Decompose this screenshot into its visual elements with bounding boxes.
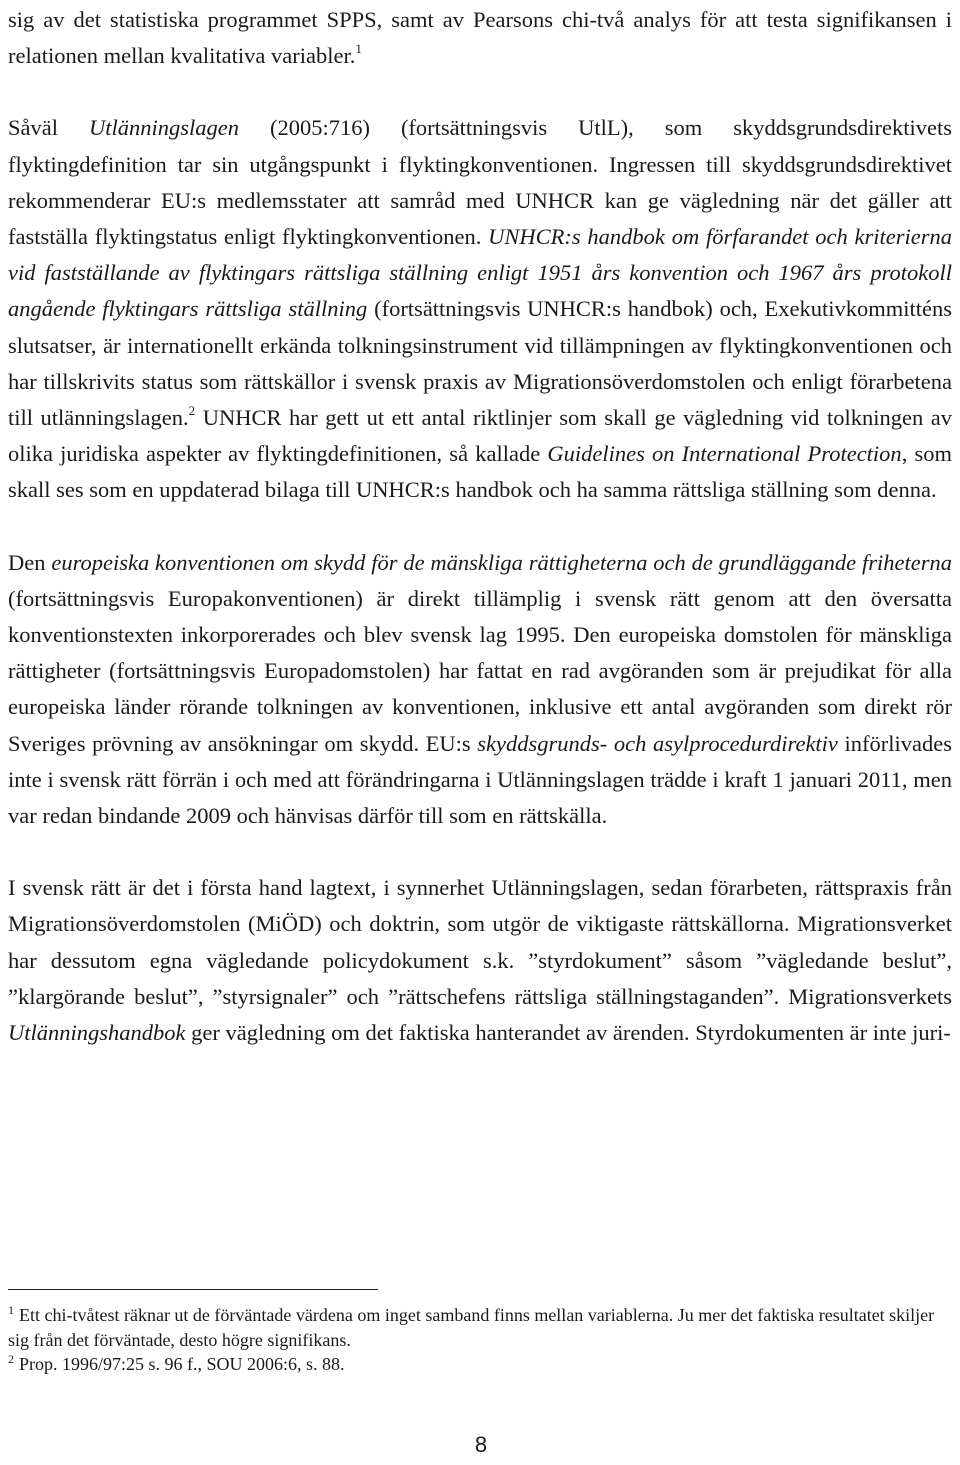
footnote-2-mark: 2 (8, 1352, 14, 1366)
paragraph-1 (8, 2, 952, 74)
paragraph-2-italic-1: Utlänningslagen (88, 115, 239, 141)
paragraph-2-text-3: (fortsättningsvis UNHCR:s handbok) och, Exekutivkommitténs slutsatser, är internationellt erkända tolkningsinstrument vid tillämpningen av flyktingkonventionen och har tillskrivits status som rättskällor i svensk praxis av Migrationsöverdomstolen och enligt förarbetena till utlänningslagen. (8, 296, 952, 431)
footnote-1-mark: 1 (8, 1303, 14, 1317)
paragraph-2-text-5: , som skall ses som en uppdaterad bilaga till UNHCR:s handbok och ha samma rättsliga ställning som denna. (8, 441, 952, 503)
paragraph-gap (8, 74, 952, 110)
paragraph-2-italic-2: UNHCR:s handbok om förfarandet och kriterierna vid fastställande av flyktingars rättsliga ställning enligt 1951 års konvention och 1967 års protokoll angående flyktingars rättsliga ställning (8, 224, 952, 322)
footnote-1-text: Ett chi-tvåtest räknar ut de förväntade värdena om inget samband finns mellan variablerna. Ju mer det faktiska resultatet skiljer sig från det förväntade, desto högre signifikans. (8, 1305, 935, 1350)
paragraph-3-italic-1: europeiska konventionen om skydd för de mänskliga rättigheterna och de grundläggande friheterna (51, 549, 952, 575)
paragraph-1-text: sig av det statistiska programmet SPPS, samt av Pearsons chi-två analys för att testa signifikansen i relationen mellan kvalitativa variabler. (8, 7, 952, 69)
paragraph-gap (8, 834, 952, 870)
document-body (8, 2, 952, 1051)
paragraph-3-text-1: Den (8, 549, 52, 575)
paragraph-2 (8, 110, 952, 508)
paragraph-2-text-1: Såväl (8, 115, 89, 141)
paragraph-4 (8, 870, 952, 1051)
footnote-ref-1: 1 (355, 40, 362, 56)
paragraph-2-italic-3: Guidelines on International Protection (547, 441, 902, 467)
footnotes (8, 1303, 952, 1377)
paragraph-3-text-3: införlivades inte i svensk rätt förrän i och med att förändringarna i Utlänningslagen trädde i kraft 1 januari 2011, men var redan bindande 2009 och hänvisas därför till som en rättskälla. (8, 730, 953, 829)
paragraph-2-text-4: UNHCR har gett ut ett antal riktlinjer som skall ge vägledning vid tolkningen av olika juridiska aspekter av flyktingdefinitionen, så kallade (8, 405, 952, 467)
footnote-divider (8, 1289, 378, 1290)
paragraph-4-italic-1: Utlänningshandbok (8, 1020, 186, 1046)
footnote-ref-2: 2 (188, 402, 196, 418)
page-number: 8 (474, 1432, 488, 1457)
paragraph-2-text-2: (2005:716) (fortsättningsvis UtlL), som skyddsgrundsdirektivets flyktingdefinition tar sin utgångspunkt i flyktingkonventionen. Ingressen till skyddsgrundsdirektivet rekommenderar EU:s medlemsstater att samråd med UNHCR kan ge vägledning när det gäller att fastställa flyktingstatus enligt flyktingkonventionen. (8, 115, 952, 250)
footnote-2 (8, 1352, 952, 1377)
paragraph-gap (8, 509, 952, 545)
paragraph-4-text-1: I svensk rätt är det i första hand lagtext, i synnerhet Utlänningslagen, sedan förarbeten, rättspraxis från Migrationsöverdomstolen (MiÖD) och doktrin, som utgör de viktigaste rättskällorna. Migrationsverket har dessutom egna vägledande policydokument s.k. ”styrdokument” såsom ”vägledande beslut”, ”klargörande beslut”, ”styrsignaler” och ”rättschefens rättsliga ställningstaganden”. Migrationsverkets (8, 875, 952, 1009)
paragraph-3 (8, 545, 952, 835)
footnote-1 (8, 1303, 952, 1352)
footnote-2-text: Prop. 1996/97:25 s. 96 f., SOU 2006:6, s. 88. (19, 1354, 345, 1374)
paragraph-3-text-2: (fortsättningsvis Europakonventionen) är direkt tillämplig i svensk rätt genom att den översatta konventionstexten inkorporerades och blev svensk lag 1995. Den europeiska domstolen för mänskliga rättigheter (fortsättningsvis Europadomstolen) har fattat en rad avgöranden som är prejudikat för alla europeiska länder rörande tolkningen av konventionen, inklusive ett antal avgöranden som direkt rör Sveriges prövning av ansökningar om skydd. EU:s (8, 585, 952, 756)
paragraph-4-text-2: ger vägledning om det faktiska hanterandet av ärenden. Styrdokumenten är inte juri- (185, 1020, 951, 1046)
paragraph-3-italic-2: skyddsgrunds- och asylprocedurdirektiv (477, 730, 838, 756)
